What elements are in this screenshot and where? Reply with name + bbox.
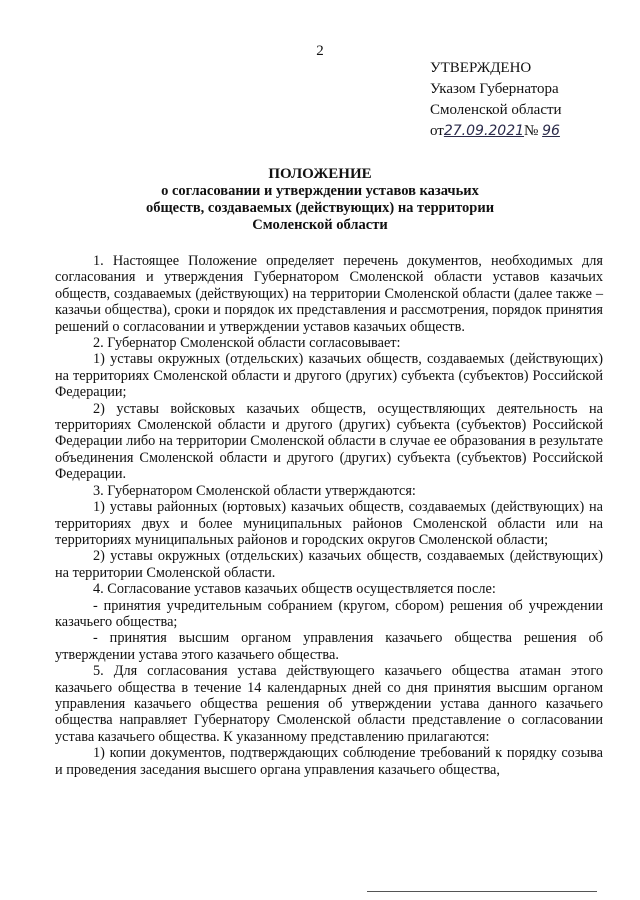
approval-region: Смоленской области [430,102,562,118]
paragraph-2: 2. Губернатор Смоленской области согласовывает: [93,335,401,352]
paragraph-5: 5. Для согласования устава действующего казачьего общества атаман этого казачьего общества в течение 14 календарных дней со дня принятия высшим органом управления казачьего общества решения об утверждении устава данного казачьего общества направляет Губернатору Смоленской области представление о согласовании устава казачьего общества. К указанному представлению прилагаются: [55,663,603,745]
paragraph-5-item-1: 1) копии документов, подтверждающих соблюдение требований к порядку созыва и проведения заседания высшего органа управления казачьего общества, [55,745,603,778]
approval-stamp [430,58,562,142]
paragraph-2-item-2: 2) уставы войсковых казачьих обществ, осуществляющих деятельность на территориях Смоленской области и другого (других) субъекта (субъектов) Российской Федерации либо на территории Смоленской области в случае ее образования в результате объединения Смоленской области и другого (других) субъекта (субъектов) Российской Федерации. [55,400,603,483]
paragraph-1: 1. Настоящее Положение определяет перечень документов, необходимых для согласования и утверждения Губернатором Смоленской области уставов казачьих обществ, создаваемых (действующих) на территории Смоленской области (далее также – казачьи общества), сроки и порядок их представления и рассмотрения, порядок принятия решений о согласовании и утверждении уставов казачьих обществ. [55,253,603,335]
paragraph-4: 4. Согласование уставов казачьих обществ осуществляется после: [93,581,496,598]
approval-authority: Указом Губернатора [430,81,559,97]
paragraph-3-item-1: 1) уставы районных (юртовых) казачьих обществ, создаваемых (действующих) на территориях двух и более муниципальных районов Смоленской области или на территориях муниципальных районов и городских округов Смоленской области; [55,499,603,548]
approval-number: 96 [542,123,560,139]
document-body [55,253,603,778]
paragraph-3-item-2: 2) уставы окружных (отдельских) казачьих обществ, создаваемых (действующих) на территории Смоленской области. [55,548,603,581]
approval-date: 27.09.2021 [443,123,525,139]
title-line-3: обществ, создаваемых (действующих) на территории [145,200,495,216]
paragraph-3: 3. Губернатором Смоленской области утверждаются: [93,482,416,499]
paragraph-4-item-2: - принятия высшим органом управления казачьего общества решения об утверждении устава этого казачьего общества. [55,630,603,663]
approval-heading: УТВЕРЖДЕНО [430,60,532,76]
title-main: ПОЛОЖЕНИЕ [268,166,372,182]
paragraph-4-item-1: - принятия учредительным собранием (кругом, сбором) решения об учреждении казачьего общества; [55,597,603,630]
document-title [0,166,640,234]
footer-divider [367,891,597,892]
approval-number-label: № [524,123,539,139]
title-line-4: Смоленской области [252,217,388,233]
page-number: 2 [316,43,324,59]
approval-date-prefix: от [430,123,444,139]
title-line-2: о согласовании и утверждении уставов казачьих [161,183,479,199]
paragraph-2-item-1: 1) уставы окружных (отдельских) казачьих обществ, создаваемых (действующих) на территориях Смоленской области и другого (других) субъекта (субъектов) Российской Федерации; [55,351,603,401]
approval-date-line [430,121,562,142]
